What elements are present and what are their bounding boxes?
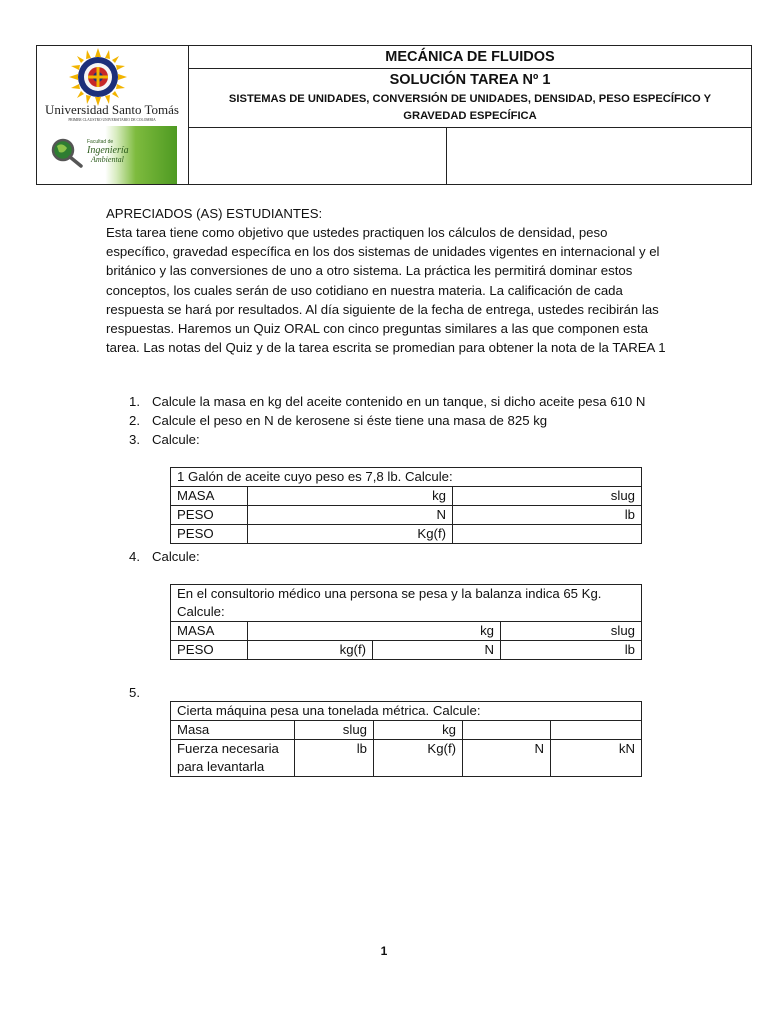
- question-number: 1.: [129, 394, 140, 409]
- unit-cell: lb: [453, 506, 642, 525]
- svg-text:Ingeniería: Ingeniería: [87, 145, 129, 156]
- unit-cell: N: [463, 740, 551, 777]
- university-seal-icon: [69, 48, 127, 106]
- magnifier-globe-icon: [47, 136, 87, 170]
- course-title: MECÁNICA DE FLUIDOS: [189, 46, 751, 69]
- field-divider: [446, 128, 447, 184]
- table-question-4: [170, 584, 642, 660]
- unit-cell: N: [373, 641, 501, 660]
- table-question-5: [170, 701, 642, 777]
- table-question-3: [170, 467, 642, 544]
- unit-cell: Kg(f): [374, 740, 463, 777]
- question-text: Calcule el peso en N de kerosene si éste tiene una masa de 825 kg: [152, 413, 548, 428]
- table-heading: En el consultorio médico una persona se pesa y la balanza indica 65 Kg. Calcule:: [171, 585, 642, 622]
- assignment-block: [189, 69, 751, 128]
- row-label: Fuerza necesaria para levantarla: [171, 740, 295, 777]
- table-row: [171, 487, 642, 506]
- assignment-title: SOLUCIÓN TAREA Nº 1: [389, 72, 551, 88]
- table-row: [171, 468, 642, 487]
- unit-cell: kg: [248, 487, 453, 506]
- document-header: [36, 45, 752, 185]
- question-text: Calcule la masa en kg del aceite contenido en un tanque, si dicho aceite pesa 610 N: [152, 394, 646, 409]
- row-label: Masa: [171, 721, 295, 740]
- university-tagline: PRIMER CLAUSTRO UNIVERSITARIO DE COLOMBIA: [68, 118, 156, 122]
- question-number: 5.: [129, 685, 140, 700]
- faculty-logo: [39, 126, 177, 184]
- row-label: PESO: [171, 525, 248, 544]
- intro-paragraph: Esta tarea tiene como objetivo que ustedes practiquen los cálculos de densidad, peso específico, gravedad específica en los dos sistemas de unidades vigentes en internacional y el británico y las conversiones de uno a otro sistema. La práctica les permitirá dominar estos conceptos, los cuales serán de uso cotidiano en nuestra materia. La calificación de cada respuesta se hará por resultados. Al día siguiente de la fecha de entrega, ustedes recibirán las respuestas. Haremos un Quiz ORAL con cinco preguntas similares a las que componen esta tarea. Las notas del Quiz y de la tarea escrita se promedian para obtener la nota de la TAREA 1: [106, 225, 666, 356]
- svg-text:Facultad de: Facultad de: [87, 139, 114, 145]
- row-label: PESO: [171, 506, 248, 525]
- unit-cell: kg: [248, 622, 501, 641]
- unit-cell: [453, 525, 642, 544]
- page-number: 1: [380, 944, 388, 958]
- table-row: [171, 740, 642, 777]
- faculty-logo-text-icon: [85, 136, 155, 170]
- row-label: PESO: [171, 641, 248, 660]
- unit-cell: lb: [295, 740, 374, 777]
- question-text: Calcule:: [152, 549, 200, 564]
- table-row: [171, 622, 642, 641]
- unit-cell: Kg(f): [248, 525, 453, 544]
- greeting: APRECIADOS (AS) ESTUDIANTES:: [106, 206, 323, 221]
- unit-cell: N: [248, 506, 453, 525]
- unit-cell: lb: [501, 641, 642, 660]
- unit-cell: kg: [374, 721, 463, 740]
- table-heading: 1 Galón de aceite cuyo peso es 7,8 lb. Calcule:: [171, 468, 642, 487]
- table-row: [171, 525, 642, 544]
- table-row: [171, 585, 642, 622]
- unit-cell: slug: [295, 721, 374, 740]
- row-label: MASA: [171, 622, 248, 641]
- empty-cell: [551, 721, 642, 740]
- question-number: 4.: [129, 549, 140, 564]
- table-row: [171, 506, 642, 525]
- svg-text:Ambiental: Ambiental: [91, 155, 124, 164]
- question-number: 3.: [129, 432, 140, 447]
- table-row: [171, 702, 642, 721]
- question-text: Calcule:: [152, 432, 200, 447]
- university-name: Universidad Santo Tomás: [45, 102, 179, 117]
- table-heading: Cierta máquina pesa una tonelada métrica. Calcule:: [171, 702, 642, 721]
- logo-cell: [37, 46, 189, 184]
- table-row: [171, 641, 642, 660]
- unit-cell: kN: [551, 740, 642, 777]
- empty-cell: [463, 721, 551, 740]
- row-label: MASA: [171, 487, 248, 506]
- blank-fields-row: [189, 128, 751, 184]
- unit-cell: kg(f): [248, 641, 373, 660]
- question-number: 2.: [129, 413, 140, 428]
- unit-cell: slug: [453, 487, 642, 506]
- unit-cell: slug: [501, 622, 642, 641]
- table-row: [171, 721, 642, 740]
- topics-subtitle: SISTEMAS DE UNIDADES, CONVERSIÓN DE UNIDADES, DENSIDAD, PESO ESPECÍFICO Y GRAVEDAD ESPECÍFICA: [228, 93, 712, 122]
